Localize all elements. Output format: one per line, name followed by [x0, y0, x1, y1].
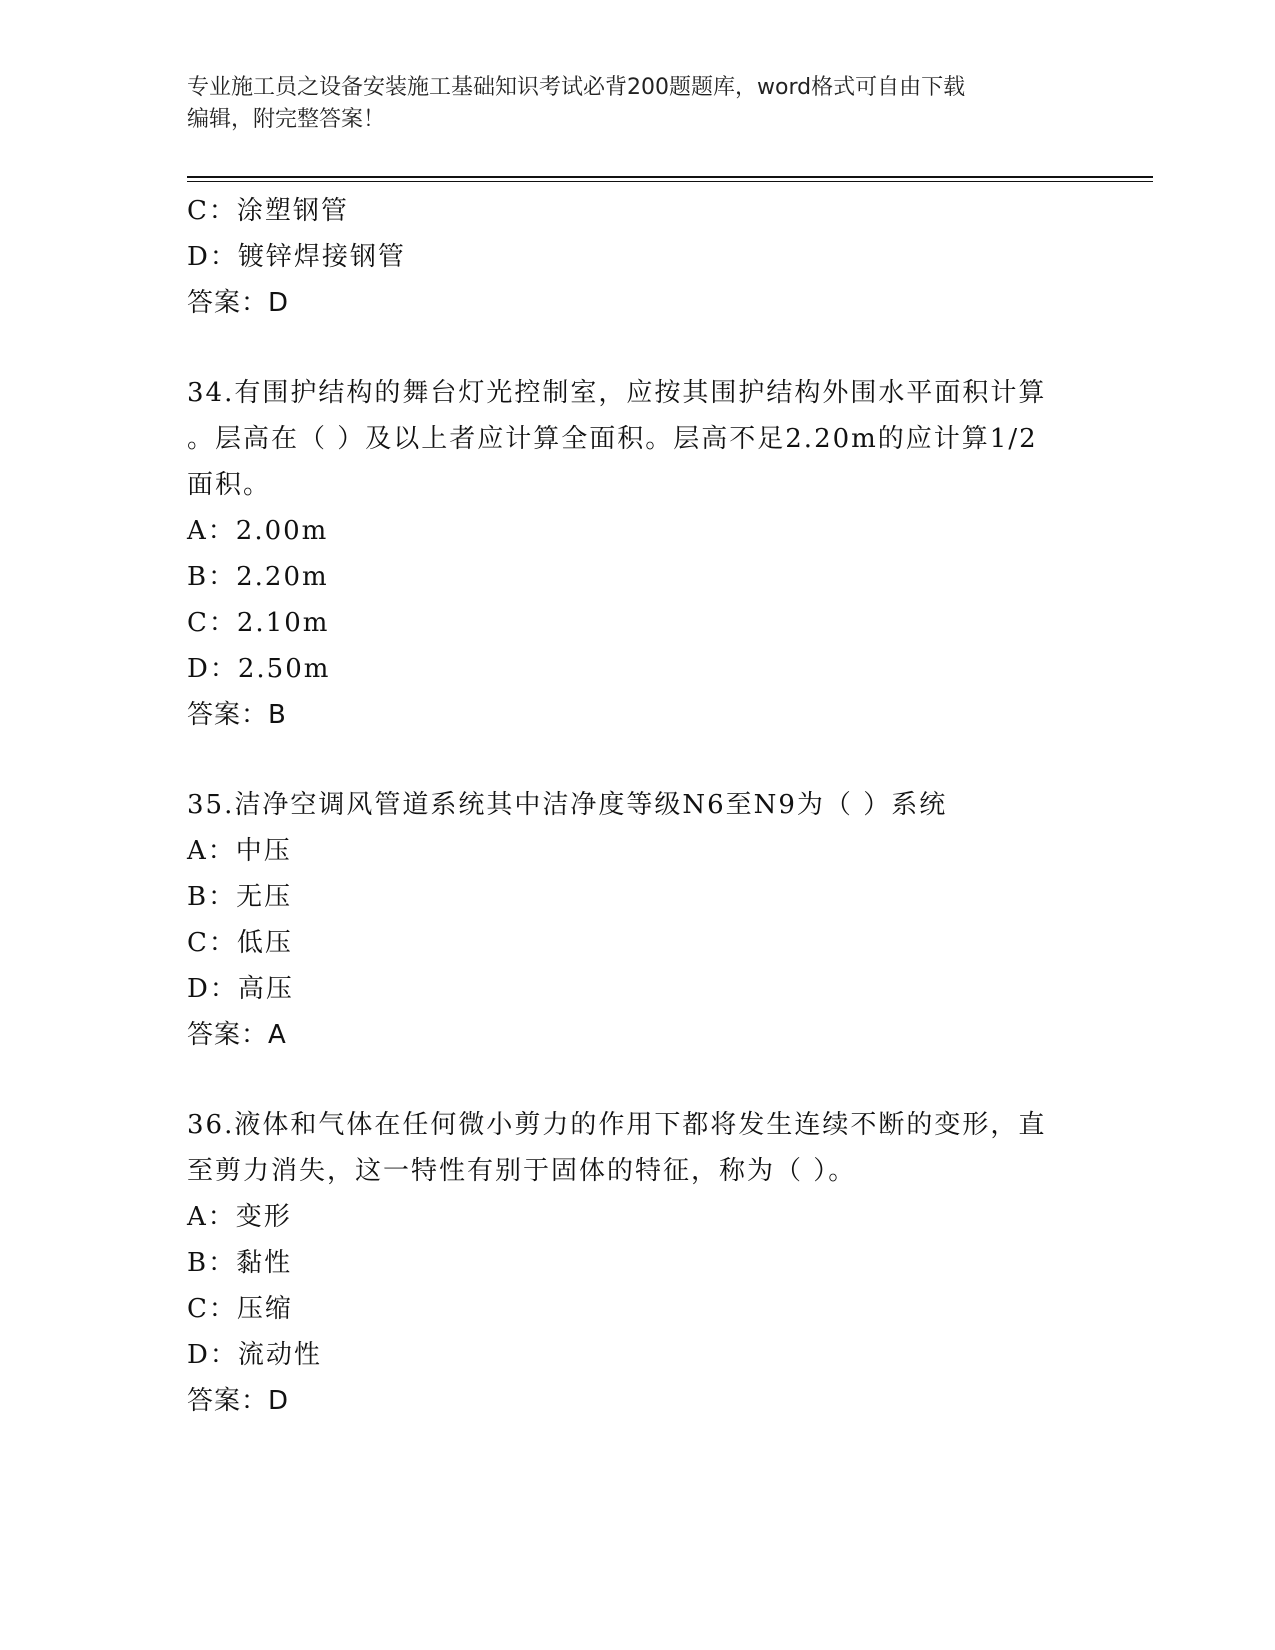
option-c: C：压缩: [187, 1294, 293, 1324]
answer: 答案：A: [187, 1020, 287, 1050]
option-c: C：低压: [187, 928, 293, 958]
question-stem-line: 。层高在（ ）及以上者应计算全面积。层高不足2.20m的应计算1/2: [187, 424, 1038, 454]
spacer: [187, 1058, 1077, 1102]
answer: 答案：D: [187, 288, 290, 318]
option-d: D：流动性: [187, 1340, 322, 1370]
question-partial: [187, 188, 1077, 326]
option-d: D：高压: [187, 974, 294, 1004]
option-b: B：黏性: [187, 1248, 293, 1278]
option-c: C：2.10m: [187, 608, 330, 638]
spacer: [187, 326, 1077, 370]
option-d: D：2.50m: [187, 654, 331, 684]
option-d: D：镀锌焊接钢管: [187, 242, 406, 272]
option-b: B：无压: [187, 882, 293, 912]
option-a: A：2.00m: [187, 516, 329, 546]
answer: 答案：D: [187, 1386, 290, 1416]
header-line-2: 编辑，附完整答案！: [187, 107, 386, 132]
question-stem-line: 35.洁净空调风管道系统其中洁净度等级N6至N9为（ ）系统: [187, 790, 948, 820]
question-36: [187, 1102, 1077, 1424]
question-stem-line: 面积。: [187, 470, 272, 500]
question-35: [187, 782, 1077, 1058]
header-rule: [187, 176, 1153, 178]
option-a: A：中压: [187, 836, 292, 866]
question-stem-line: 36.液体和气体在任何微小剪力的作用下都将发生连续不断的变形，直: [187, 1110, 1047, 1140]
header-rule-thin: [187, 181, 1153, 182]
answer: 答案：B: [187, 700, 287, 730]
question-stem-line: 至剪力消失，这一特性有别于固体的特征，称为（ ）。: [187, 1156, 857, 1186]
header-line-1: 专业施工员之设备安装施工基础知识考试必背200题题库，word格式可自由下载: [187, 75, 966, 100]
question-34: [187, 370, 1077, 738]
page-header: [187, 72, 1067, 136]
option-a: A：变形: [187, 1202, 292, 1232]
question-stem-line: 34.有围护结构的舞台灯光控制室，应按其围护结构外围水平面积计算: [187, 378, 1047, 408]
option-b: B：2.20m: [187, 562, 329, 592]
option-c: C：涂塑钢管: [187, 196, 349, 226]
document-body: [187, 188, 1077, 1424]
spacer: [187, 738, 1077, 782]
